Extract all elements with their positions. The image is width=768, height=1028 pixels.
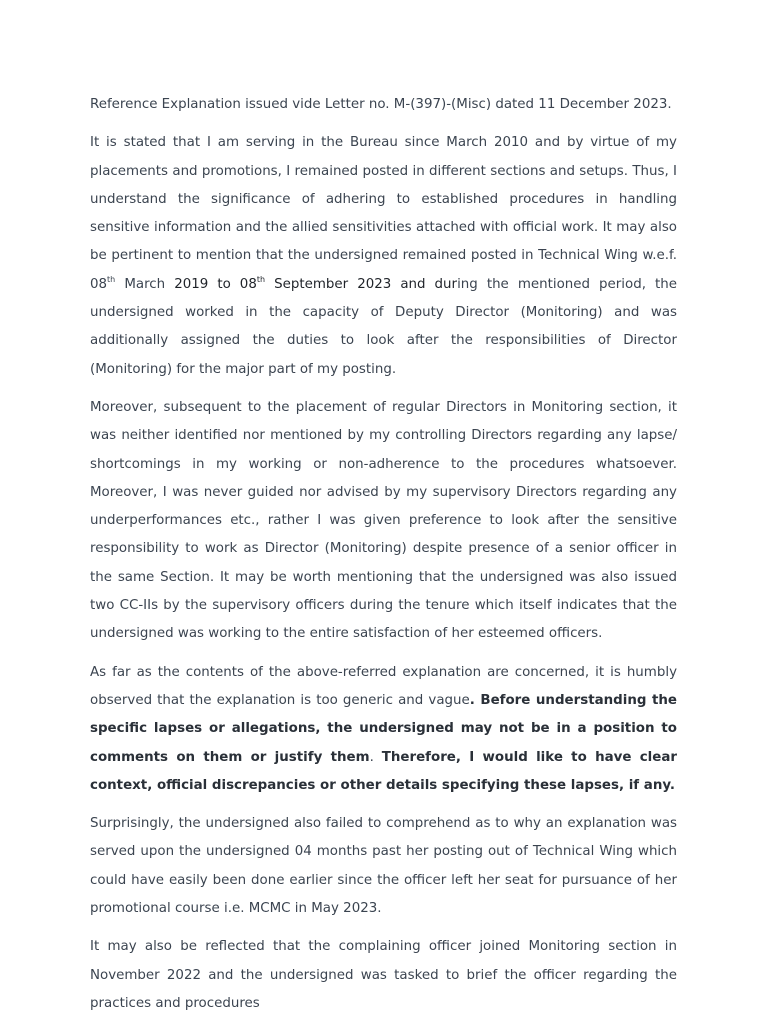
p3-bold-2: Therefore, I would like to have clear context, official discrepancies or other details specifying these lapses, if any. [90, 749, 677, 793]
paragraph-complaining-officer: It may also be reflected that the complaining officer joined Monitoring section in November 2022 and the undersigned was tasked to brief the officer regarding the practices and procedures [90, 939, 677, 1011]
document-body [90, 91, 677, 1028]
paragraph-timing: Surprisingly, the undersigned also failed to comprehend as to why an explanation was served upon the undersigned 04 months past her posting out of Technical Wing which could have easily been done earlier since the officer left her seat for pursuance of her promotional course i.e. MCMC in May 2023. [90, 816, 677, 917]
reference-line: Reference Explanation issued vide Letter no. M-(397)-(Misc) dated 11 December 2023. [90, 97, 672, 112]
p1-text-b: March [115, 276, 175, 292]
p1-text-c: 2019 to 08 [174, 276, 257, 292]
p1-superscript-2: th [256, 274, 266, 284]
paragraph-service-history [90, 129, 677, 384]
p1-superscript-1: th [107, 274, 116, 284]
p1-text-d: September 2023 and dur [265, 276, 458, 292]
p1-text-a: It is stated that I am serving in the Bureau since March 2010 and by virtue of my placements and promotions, I remained posted in different sections and setups. Thus, I understand the significance of adhering to established procedures in handling sensitive information and the allied sensitivities attached with official work. It may also be pertinent to mention that the undersigned remained posted in Technical Wing w.e.f. 08 [90, 135, 677, 292]
p3-text-a: As far as the contents of the above-referred explanation are concerned, it is humbly observed that the explanation is too generic and vague [90, 664, 677, 708]
p1-text-e: ing the mentioned period, the undersigned worked in the capacity of Deputy Director (Monitoring) and was additionally assigned the duties to look after the responsibilities of Director (Monitoring) for the major part of my posting. [90, 276, 677, 377]
p3-bold-1: . Before understanding the specific lapses or allegations, the undersigned may not be in a position to comments on them or justify them [90, 692, 677, 765]
p3-text-c: . [369, 749, 382, 765]
paragraph-supervision: Moreover, subsequent to the placement of regular Directors in Monitoring section, it was neither identified nor mentioned by my controlling Directors regarding any lapse/ shortcomings in my working or non-adherence to the procedures whatsoever. Moreover, I was never guided nor advised by my supervisory Directors regarding any underperformances etc., rather I was given preference to look after the sensitive responsibility to work as Director (Monitoring) despite presence of a senior officer in the same Section. It may be worth mentioning that the undersigned was also issued two CC-IIs by the supervisory officers during the tenure which itself indicates that the undersigned was working to the entire satisfaction of her esteemed officers. [90, 399, 677, 642]
paragraph-contents [90, 659, 677, 800]
